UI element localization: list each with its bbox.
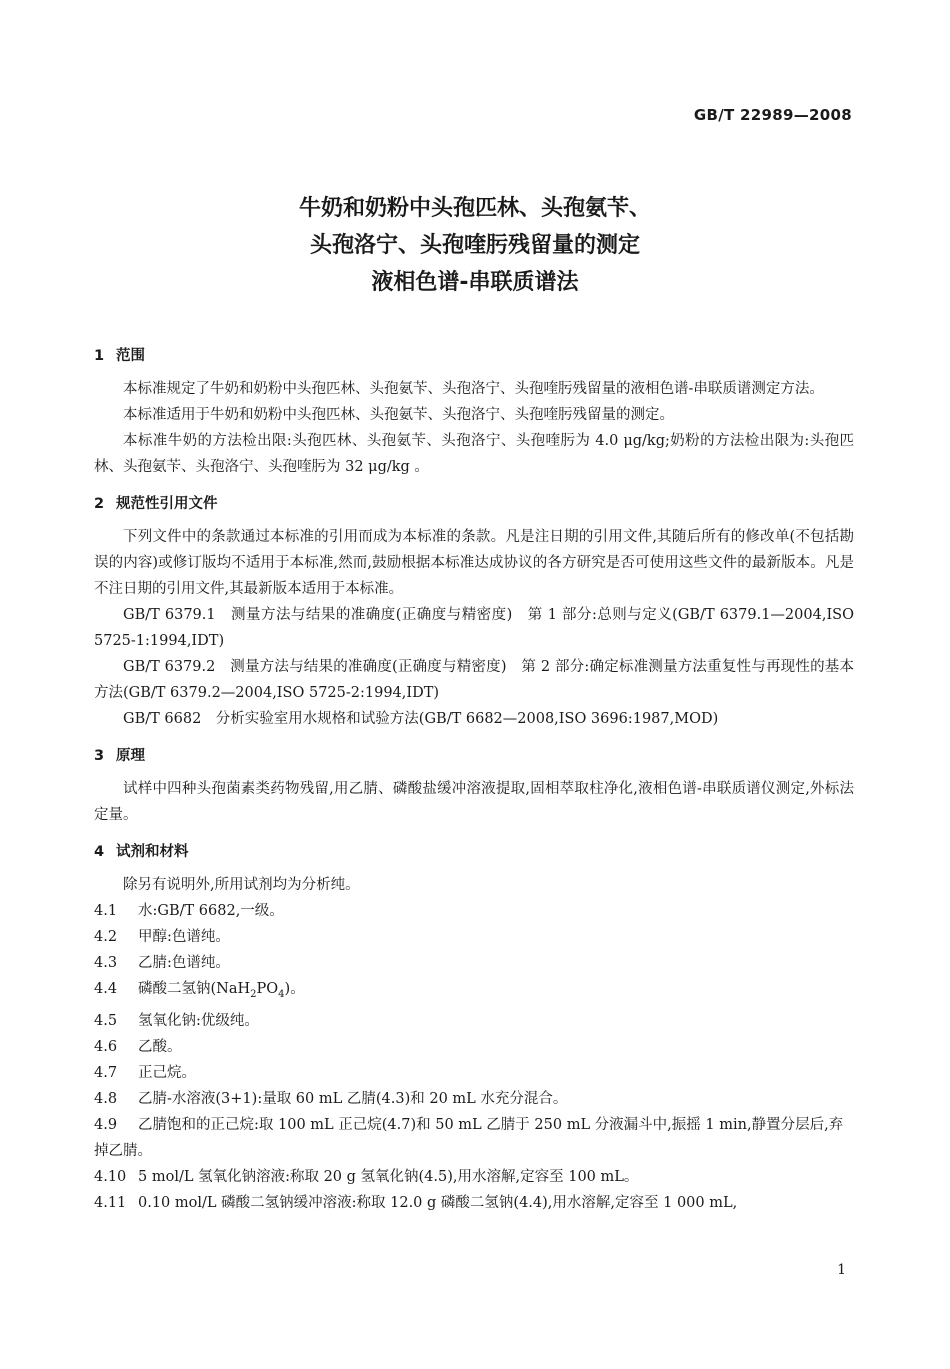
section-heading-scope xyxy=(94,346,854,366)
section-heading-normative-references xyxy=(94,494,854,514)
formula-subscript: 2 xyxy=(250,988,257,1000)
list-item xyxy=(94,898,854,924)
section-title: 规范性引用文件 xyxy=(116,496,218,512)
section-heading-principle xyxy=(94,746,854,766)
item-number: 4.2 xyxy=(94,929,118,945)
item-number: 4.7 xyxy=(94,1064,118,1081)
item-text: 乙腈-水溶液(3+1):量取 60 mL 乙腈(4.3)和 20 mL 水充分混合。 xyxy=(138,1090,568,1107)
list-item xyxy=(94,1190,854,1216)
item-text: 乙腈:色谱纯。 xyxy=(138,955,230,971)
section-number: 2 xyxy=(94,496,105,512)
formula-subscript: 4 xyxy=(278,988,285,1000)
item-text xyxy=(138,981,305,1000)
reference-item: GB/T 6379.1 测量方法与结果的准确度(正确度与精密度) 第 1 部分:总则与定义(GB/T 6379.1—2004,ISO 5725-1:1994,IDT) xyxy=(94,607,854,649)
formula-part: PO xyxy=(256,981,279,997)
paragraph: 本标准适用于牛奶和奶粉中头孢匹林、头孢氨苄、头孢洛宁、头孢喹肟残留量的测定。 xyxy=(123,407,674,423)
paragraph: 试样中四种头孢菌素类药物残留,用乙腈、磷酸盐缓冲溶液提取,固相萃取柱净化,液相色谱-串联质谱仪测定,外标法定量。 xyxy=(94,781,854,823)
item-text: 5 mol/L 氢氧化钠溶液:称取 20 g 氢氧化钠(4.5),用水溶解,定容至 100 mL。 xyxy=(138,1168,639,1185)
formula-part: 磷酸二氢钠(NaH xyxy=(138,981,251,997)
item-number: 4.3 xyxy=(94,955,118,971)
paragraph: 本标准规定了牛奶和奶粉中头孢匹林、头孢氨苄、头孢洛宁、头孢喹肟残留量的液相色谱-串联质谱测定方法。 xyxy=(123,381,824,397)
item-number: 4.4 xyxy=(94,981,118,997)
list-item xyxy=(94,1112,854,1164)
list-item xyxy=(94,950,854,976)
item-number: 4.9 xyxy=(94,1116,118,1133)
list-item xyxy=(94,1034,854,1060)
title-line-2: 头孢洛宁、头孢喹肟残留量的测定 xyxy=(309,233,640,258)
item-number: 4.6 xyxy=(94,1038,118,1055)
paragraph: 下列文件中的条款通过本标准的引用而成为本标准的条款。凡是注日期的引用文件,其随后所有的修改单(不包括勘误的内容)或修订版均不适用于本标准,然而,鼓励根据本标准达成协议的各方研究是否可使用这些文件的最新版本。凡是不注日期的引用文件,其最新版本适用于本标准。 xyxy=(94,529,854,597)
paragraph: 除另有说明外,所用试剂均为分析纯。 xyxy=(123,877,360,893)
item-number: 4.5 xyxy=(94,1012,118,1029)
item-text: 甲醇:色谱纯。 xyxy=(138,929,230,945)
item-text: 乙酸。 xyxy=(138,1038,182,1055)
list-item xyxy=(94,1086,854,1112)
item-number: 4.11 xyxy=(94,1194,127,1211)
item-number: 4.10 xyxy=(94,1168,127,1185)
document-body xyxy=(94,346,854,1216)
section-title: 范围 xyxy=(116,348,145,364)
reference-item: GB/T 6682 分析实验室用水规格和试验方法(GB/T 6682—2008,ISO 3696:1987,MOD) xyxy=(123,711,719,727)
item-text: 水:GB/T 6682,一级。 xyxy=(138,903,284,919)
formula-part: )。 xyxy=(284,981,305,997)
section-heading-reagents xyxy=(94,842,854,862)
list-item xyxy=(94,1060,854,1086)
section-number: 4 xyxy=(94,844,105,860)
list-item xyxy=(94,924,854,950)
section-number: 3 xyxy=(94,748,105,764)
item-text: 氢氧化钠:优级纯。 xyxy=(138,1012,259,1029)
item-text: 乙腈饱和的正己烷:取 100 mL 正己烷(4.7)和 50 mL 乙腈于 250 mL 分液漏斗中,振摇 1 min,静置分层后,弃掉乙腈。 xyxy=(94,1116,844,1159)
title-line-3: 液相色谱-串联质谱法 xyxy=(371,270,579,295)
paragraph: 本标准牛奶的方法检出限:头孢匹林、头孢氨苄、头孢洛宁、头孢喹肟为 4.0 μg/kg;奶粉的方法检出限为:头孢匹林、头孢氨苄、头孢洛宁、头孢喹肟为 32 μg/kg 。 xyxy=(94,433,854,475)
list-item xyxy=(94,976,854,1008)
title-line-1: 牛奶和奶粉中头孢匹林、头孢氨苄、 xyxy=(298,196,651,221)
reference-item: GB/T 6379.2 测量方法与结果的准确度(正确度与精密度) 第 2 部分:确定标准测量方法重复性与再现性的基本方法(GB/T 6379.2—2004,ISO 5725-2:1994,IDT) xyxy=(94,659,854,701)
item-text: 正己烷。 xyxy=(138,1064,196,1081)
section-title: 试剂和材料 xyxy=(116,844,189,860)
item-text: 0.10 mol/L 磷酸二氢钠缓冲溶液:称取 12.0 g 磷酸二氢钠(4.4),用水溶解,定容至 1 000 mL, xyxy=(138,1194,738,1211)
list-item xyxy=(94,1008,854,1034)
list-item xyxy=(94,1164,854,1190)
section-title: 原理 xyxy=(116,748,145,764)
section-number: 1 xyxy=(94,348,105,364)
standard-code: GB/T 22989—2008 xyxy=(693,106,852,124)
page-number: 1 xyxy=(837,1262,846,1278)
item-number: 4.8 xyxy=(94,1090,118,1107)
item-number: 4.1 xyxy=(94,903,118,919)
document-title xyxy=(0,190,950,301)
